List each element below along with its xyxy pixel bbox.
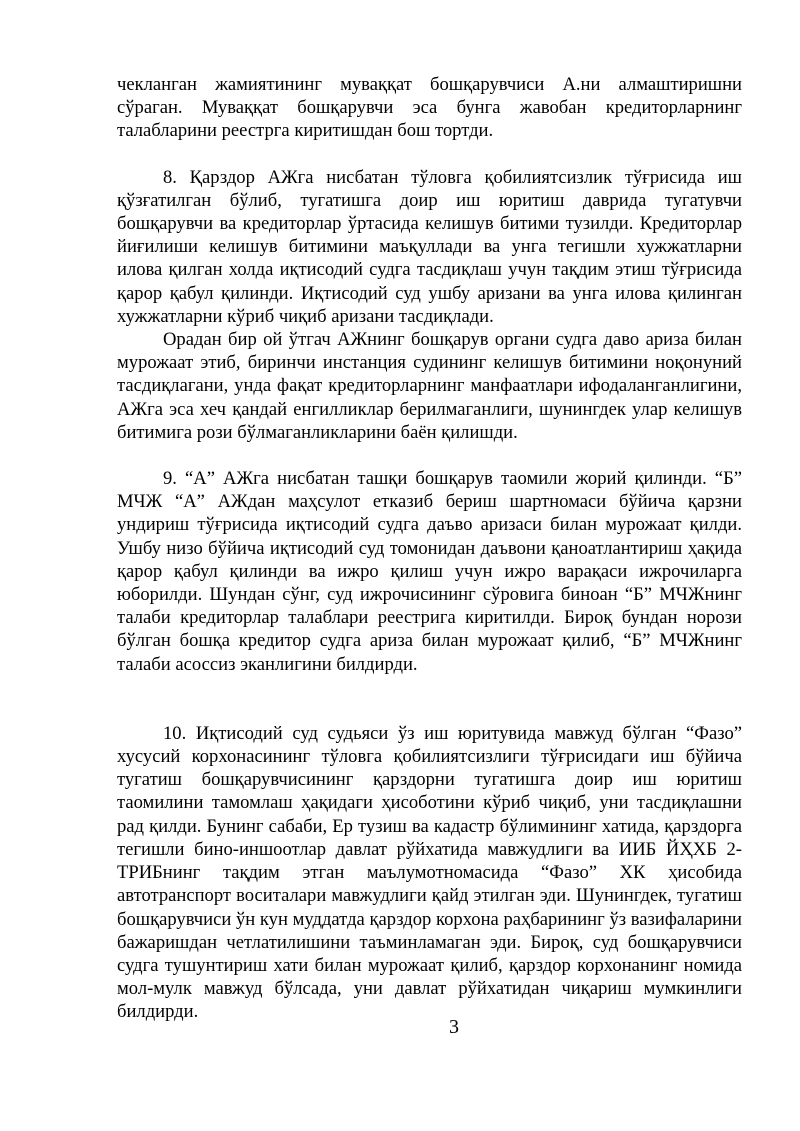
paragraph-8-continuation: Орадан бир ой ўтгач АЖнинг бошқарув органи судга даво ариза билан мурожаат этиб, биринчи инстанция судининг келишув битимини ноқонуний тасдиқлагани, унда фақат кредиторларнинг манфаатлари ифодаланганлигини, АЖга эса хеч қандай енгилликлар берилмаганлиги, шунингдек улар келишув битимига рози бўлмаганликларини баён қилишди.: [117, 329, 742, 443]
document-page: [117, 73, 742, 1024]
paragraph-spacer: [117, 676, 742, 722]
paragraph-spacer: [117, 143, 742, 166]
paragraph-10: 10. Иқтисодий суд судьяси ўз иш юритувида мавжуд бўлган “Фазо” хусусий корхонасининг тўловга қобилиятсизлиги тўғрисидаги иш бўйича тугатиш бошқарувчисининг қарздорни тугатишга доир иш юритиш таомилини тамомлаш ҳақидаги ҳисоботини кўриб чиқиб, уни тасдиқлашни рад қилди. Бунинг сабаби, Ер тузиш ва кадастр бўлимининг хатида, қарздорга тегишли бино-иншоотлар давлат рўйхатида мавжудлиги ва ИИБ ЙҲХБ 2-ТРИБнинг тақдим этган маълумотномасида “Фазо” ХК ҳисобида автотранспорт воситалари мавжудлиги қайд этилган эди. Шунингдек, тугатиш бошқарувчиси ўн кун муддатда қарздор корхона раҳбарининг ўз вазифаларини бажаришдан четлатилишини таъминламаган эди. Бироқ, суд бошқарувчиси судга тушунтириш хати билан мурожаат қилиб, қарздор корхонанинг номида мол-мулк мавжуд бўлсада, уни давлат рўйхатидан чиқариш мумкинлиги билдирди.: [117, 722, 742, 1023]
paragraph-7-continuation: чекланган жамиятининг муваққат бошқарувчиси А.ни алмаштиришни сўраган. Муваққат бошқарувчи эса бунга жавобан кредиторларнинг талабларини реестрга киритишдан бош тортди.: [117, 74, 742, 142]
paragraph-spacer: [117, 444, 742, 467]
page-number: 3: [449, 1016, 459, 1038]
paragraph-8: 8. Қарздор АЖга нисбатан тўловга қобилиятсизлик тўғрисида иш қўзғатилган бўлиб, тугатишга доир иш юритиш даврида тугатувчи бошқарувчи ва кредиторлар ўртасида келишув битими тузилди. Кредиторлар йиғилиши келишув битимини маъқуллади ва унга тегишли хужжатларни илова қилган холда иқтисодий судга тасдиқлаш учун тақдим этиш тўғрисида қарор қабул қилинди. Иқтисодий суд ушбу аризани ва унга илова қилинган хужжатларни кўриб чиқиб аризани тасдиқлади.: [117, 166, 742, 327]
paragraph-9: 9. “А” АЖга нисбатан ташқи бошқарув таомили жорий қилинди. “Б” МЧЖ “А” АЖдан маҳсулот етказиб бериш шартномаси бўйича қарзни ундириш тўғрисида иқтисодий судга даъво аризаси билан мурожаат қилди. Ушбу низо бўйича иқтисодий суд томонидан даъвони қаноатлантириш ҳақида қарор қабул қилинди ва ижро қилиш учун ижро варақаси ижрочиларга юборилди. Шундан сўнг, суд ижрочисининг сўровига биноан “Б” МЧЖнинг талаби кредиторлар талаблари реестрига киритилди. Бироқ бундан норози бўлган бошқа кредитор судга ариза билан мурожаат қилиб, “Б” МЧЖнинг талаби асоссиз эканлигини билдирди.: [117, 468, 742, 675]
